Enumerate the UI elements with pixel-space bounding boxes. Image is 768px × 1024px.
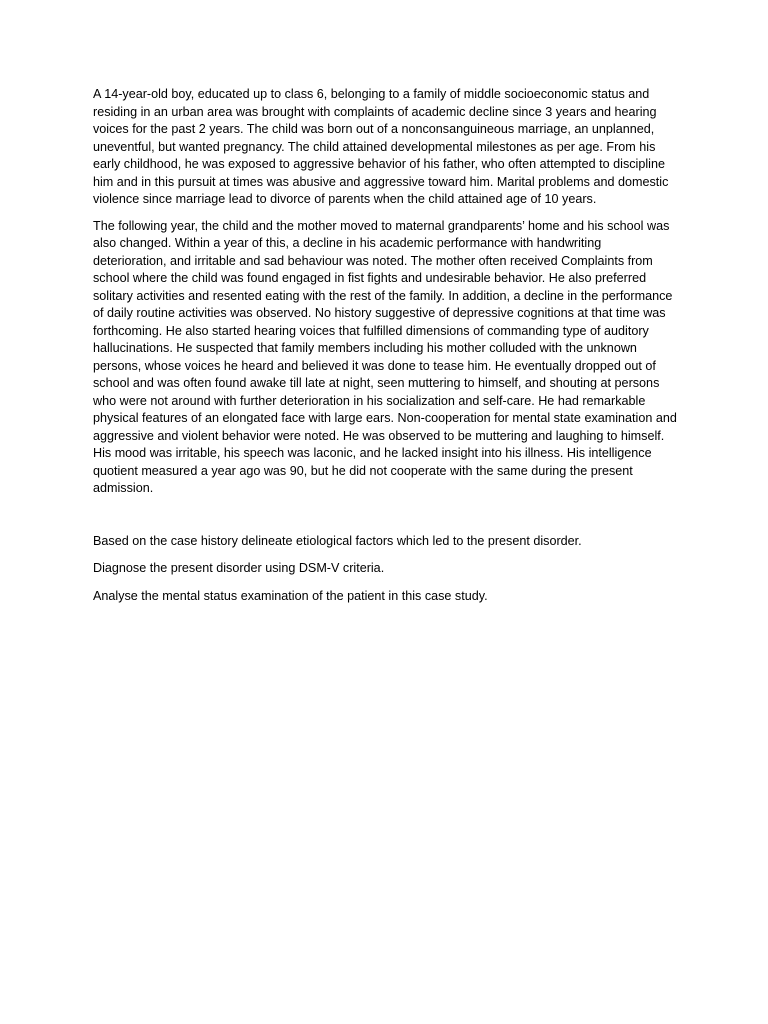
question-2: Diagnose the present disorder using DSM-V criteria. xyxy=(93,561,385,575)
question-3: Analyse the mental status examination of the patient in this case study. xyxy=(93,588,488,603)
case-history-paragraph-1: A 14-year-old boy, educated up to class 6, belonging to a family of middle socioeconomic status and residing in an urban area was brought with complaints of academic decline since 3 years and hearing voices for the past 2 years. The child was born out of a nonconsanguineous marriage, an unplanned, uneventful, but wanted pregnancy. The child attained developmental milestones as per age. From his early childhood, he was exposed to aggressive behavior of his father, who often attempted to discipline him and in this pursuit at times was abusive and aggressive toward him. Marital problems and domestic violence since marriage lead to divorce of parents when the child attained age of 10 years. xyxy=(93,87,669,206)
document-page xyxy=(93,86,678,615)
section-spacer xyxy=(93,507,678,533)
question-1: Based on the case history delineate etiological factors which led to the present disorder. xyxy=(93,533,582,548)
case-history-paragraph-2: The following year, the child and the mother moved to maternal grandparents’ home and his school was also changed. Within a year of this, a decline in his academic performance with handwriting deterioration, and irritable and sad behaviour was noted. The mother often received Complaints from school where the child was found engaged in fist fights and undesirable behavior. He also preferred solitary activities and resented eating with the rest of the family. In addition, a decline in the performance of daily routine activities was observed. No history suggestive of depressive cognitions at that time was forthcoming. He also started hearing voices that fulfilled dimensions of commanding type of auditory hallucinations. He suspected that family members including his mother colluded with the unknown persons, whose voices he heard and believed it was done to tease him. He eventually dropped out of school and was often found awake till late at night, seen muttering to himself, and shouting at persons who were not around with further deterioration in his socialization and self-care. He had remarkable physical features of an elongated face with large ears. Non-cooperation for mental state examination and aggressive and violent behavior were noted. He was observed to be muttering and laughing to himself. His mood was irritable, his speech was laconic, and he lacked insight into his illness. His intelligence quotient measured a year ago was 90, but he did not cooperate with the same during the present admission. xyxy=(93,218,677,495)
